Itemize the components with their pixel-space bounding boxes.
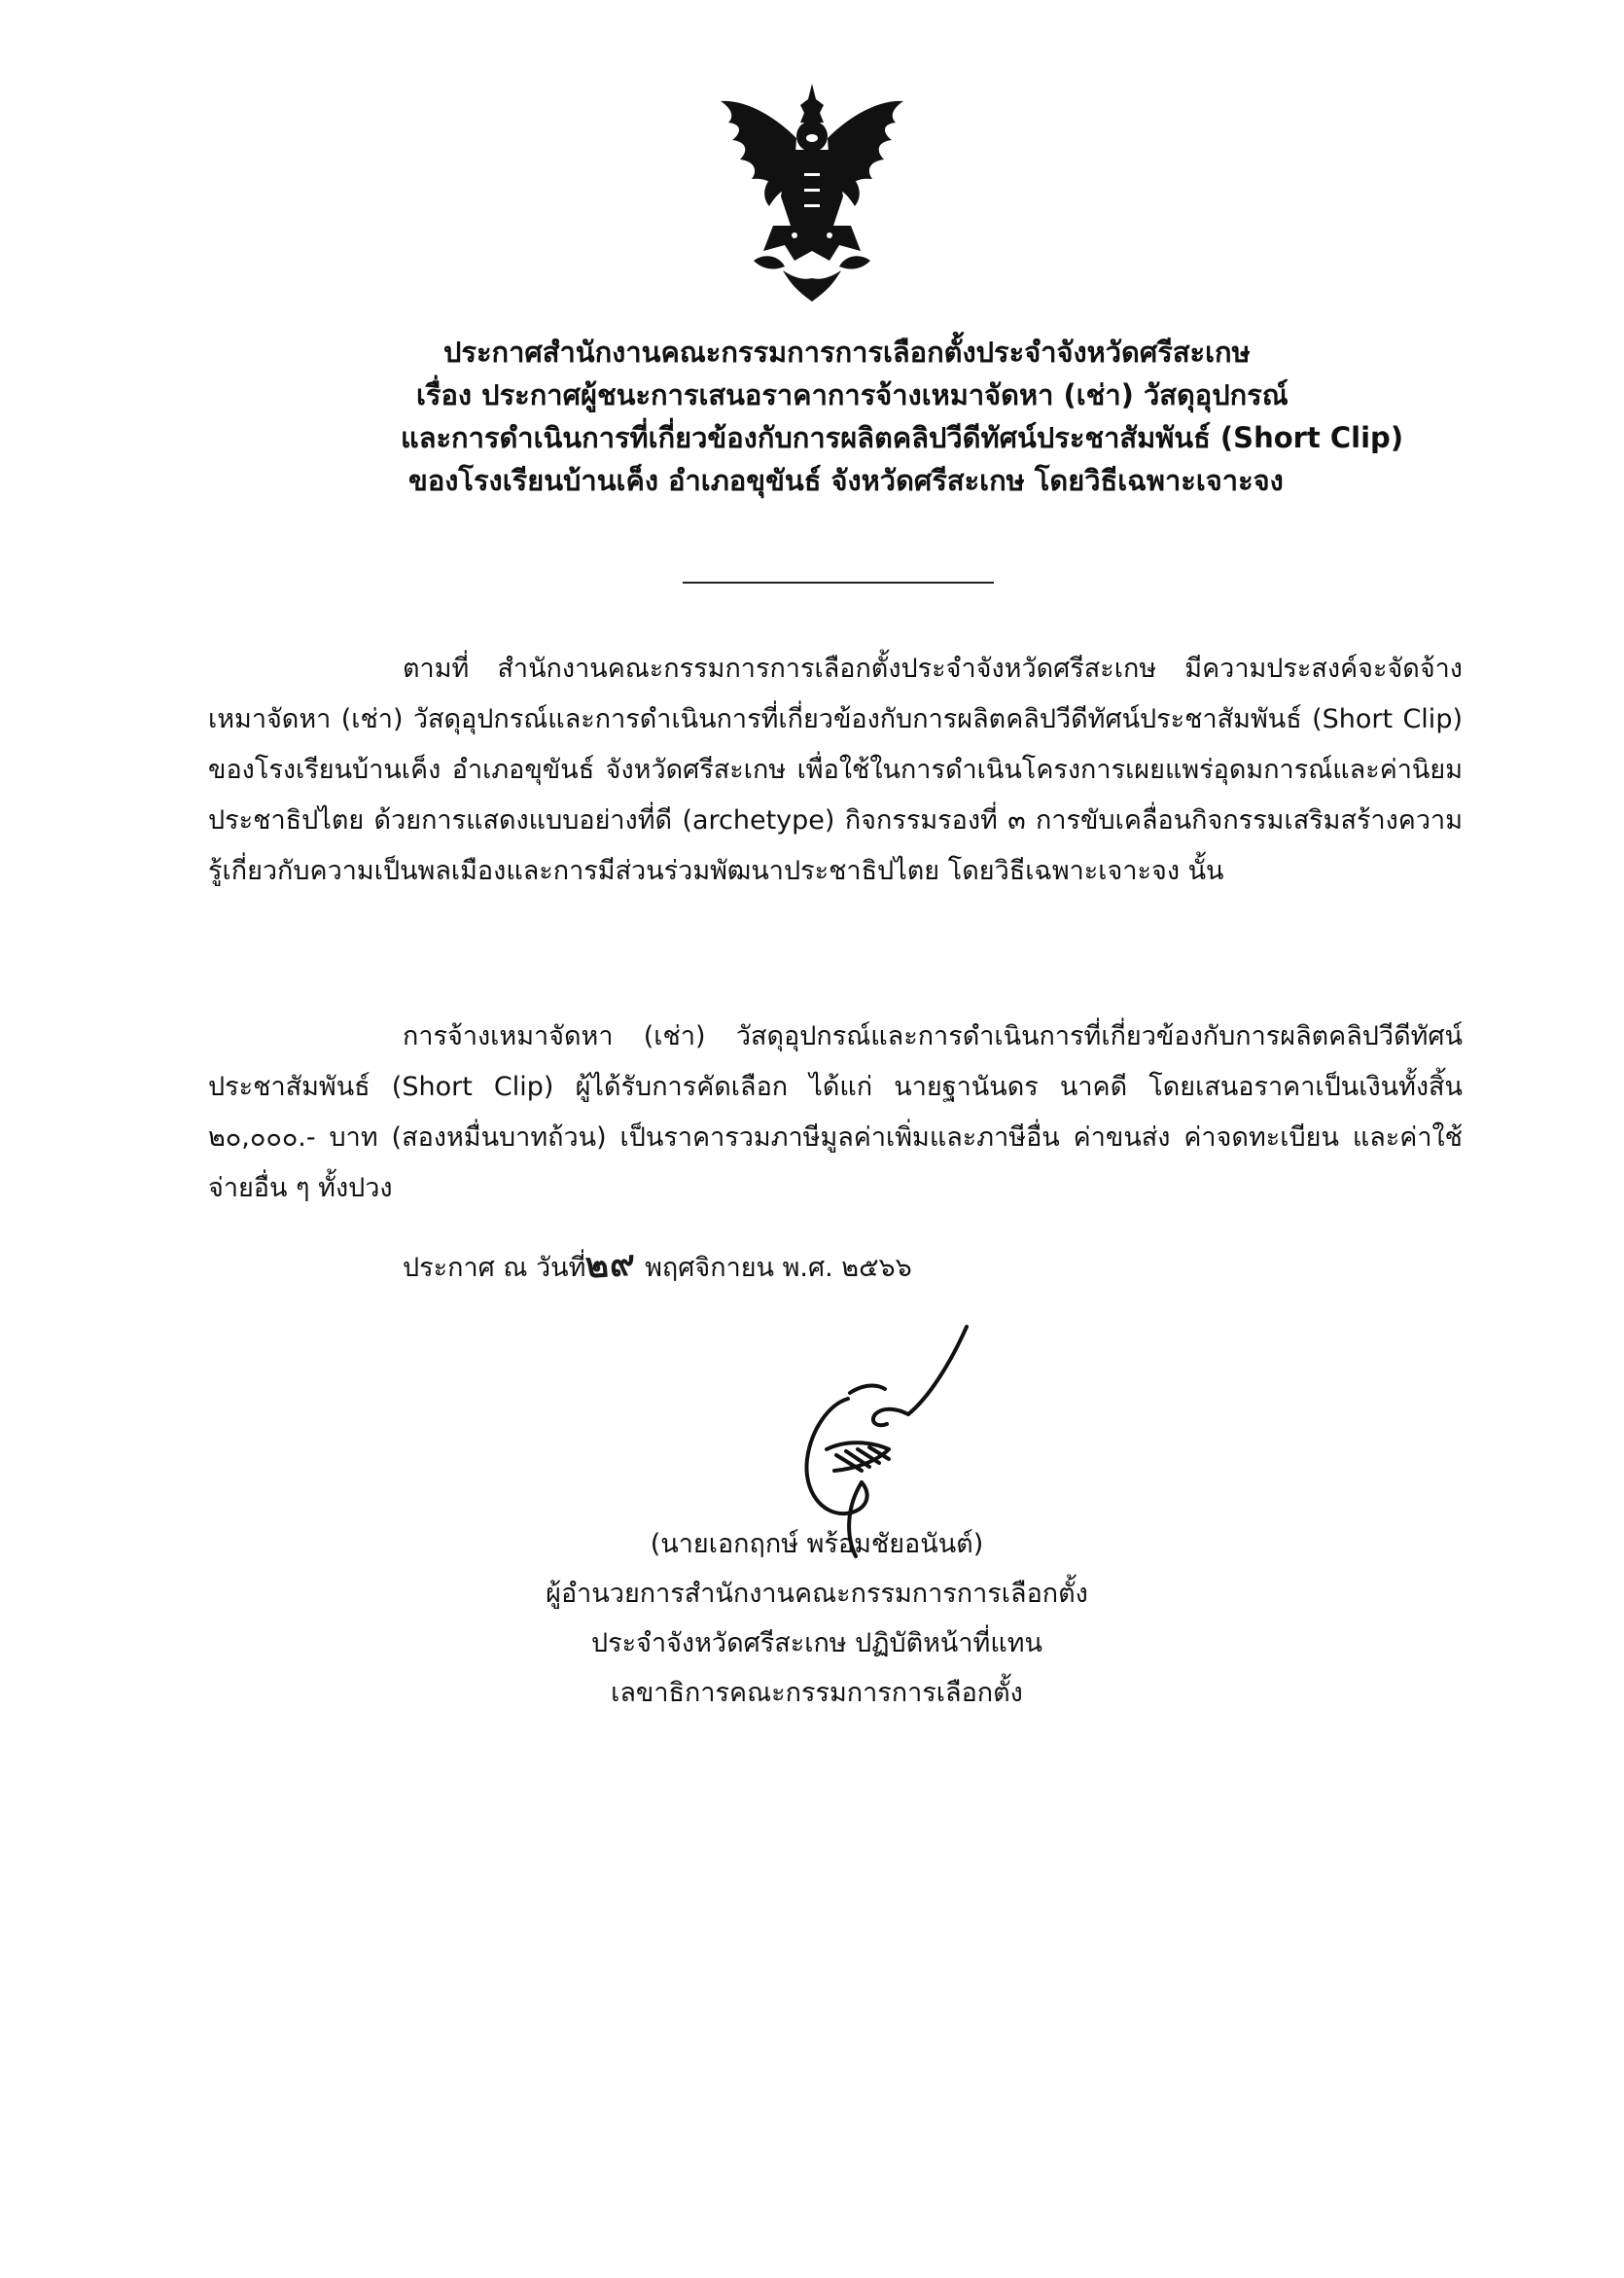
date-day-handwritten: ๒๙ [584, 1242, 638, 1287]
title-line-3: และการดำเนินการที่เกี่ยวข้องกับการผลิตคลิปวีดีทัศน์ประชาสัมพันธ์ (Short Clip) [401, 421, 1404, 454]
date-prefix: ประกาศ ณ วันที่ [403, 1253, 586, 1283]
title-line-1: ประกาศสำนักงานคณะกรรมการการเลือกตั้งประจำจังหวัดศรีสะเกษ [443, 336, 1251, 369]
date-suffix: พฤศจิกายน พ.ศ. ๒๕๖๖ [636, 1253, 912, 1283]
signatory-block [486, 1519, 1147, 1718]
announcement-title [370, 331, 1459, 502]
signatory-name: (นายเอกฤกษ์ พร้อมชัยอนันต์) [650, 1529, 984, 1559]
title-line-2: เรื่อง ประกาศผู้ชนะการเสนอราคาการจ้างเหมาจัดหา (เช่า) วัสดุอุปกรณ์ [416, 378, 1289, 411]
title-divider [683, 582, 994, 584]
garuda-emblem-icon [715, 80, 909, 305]
signatory-position-2: ประจำจังหวัดศรีสะเกษ ปฏิบัติหน้าที่แทน [590, 1628, 1042, 1658]
title-line-4: ของโรงเรียนบ้านเค็ง อำเภอขุขันธ์ จังหวัดศรีสะเกษ โดยวิธีเฉพาะเจาะจง [408, 464, 1284, 497]
signatory-position-3: เลขาธิการคณะกรรมการการเลือกตั้ง [611, 1678, 1023, 1708]
signatory-position-1: ผู้อำนวยการสำนักงานคณะกรรมการการเลือกตั้ง [546, 1579, 1088, 1609]
body-paragraph-1: ตามที่ สำนักงานคณะกรรมการการเลือกตั้งประจำจังหวัดศรีสะเกษ มีความประสงค์จะจัดจ้างเหมาจัดหา (เช่า) วัสดุอุปกรณ์และการดำเนินการที่เกี่ยวข้องกับการผลิตคลิปวีดีทัศน์ประชาสัมพันธ์ (Short Clip) ของโรงเรียนบ้านเค็ง อำเภอขุขันธ์ จังหวัดศรีสะเกษ เพื่อใช้ในการดำเนินโครงการเผยแพร่อุดมการณ์และค่านิยมประชาธิปไตย ด้วยการแสดงแบบอย่างที่ดี (archetype) กิจกรรมรองที่ ๓ การขับเคลื่อนกิจกรรมเสริมสร้างความรู้เกี่ยวกับความเป็นพลเมืองและการมีส่วนร่วมพัฒนาประชาธิปไตย โดยวิธีเฉพาะเจาะจง นั้น [208, 654, 1463, 886]
body-paragraph-2: การจ้างเหมาจัดหา (เช่า) วัสดุอุปกรณ์และการดำเนินการที่เกี่ยวข้องกับการผลิตคลิปวีดีทัศน์ประชาสัมพันธ์ (Short Clip) ผู้ได้รับการคัดเลือก ได้แก่ นายฐานันดร นาคดี โดยเสนอราคาเป็นเงินทั้งสิ้น ๒๐,๐๐๐.- บาท (สองหมื่นบาทถ้วน) เป็นราคารวมภาษีมูลค่าเพิ่มและภาษีอื่น ค่าขนส่ง ค่าจดทะเบียน และค่าใช้จ่ายอื่น ๆ ทั้งปวง [208, 1021, 1463, 1203]
announcement-date [403, 1239, 1083, 1294]
